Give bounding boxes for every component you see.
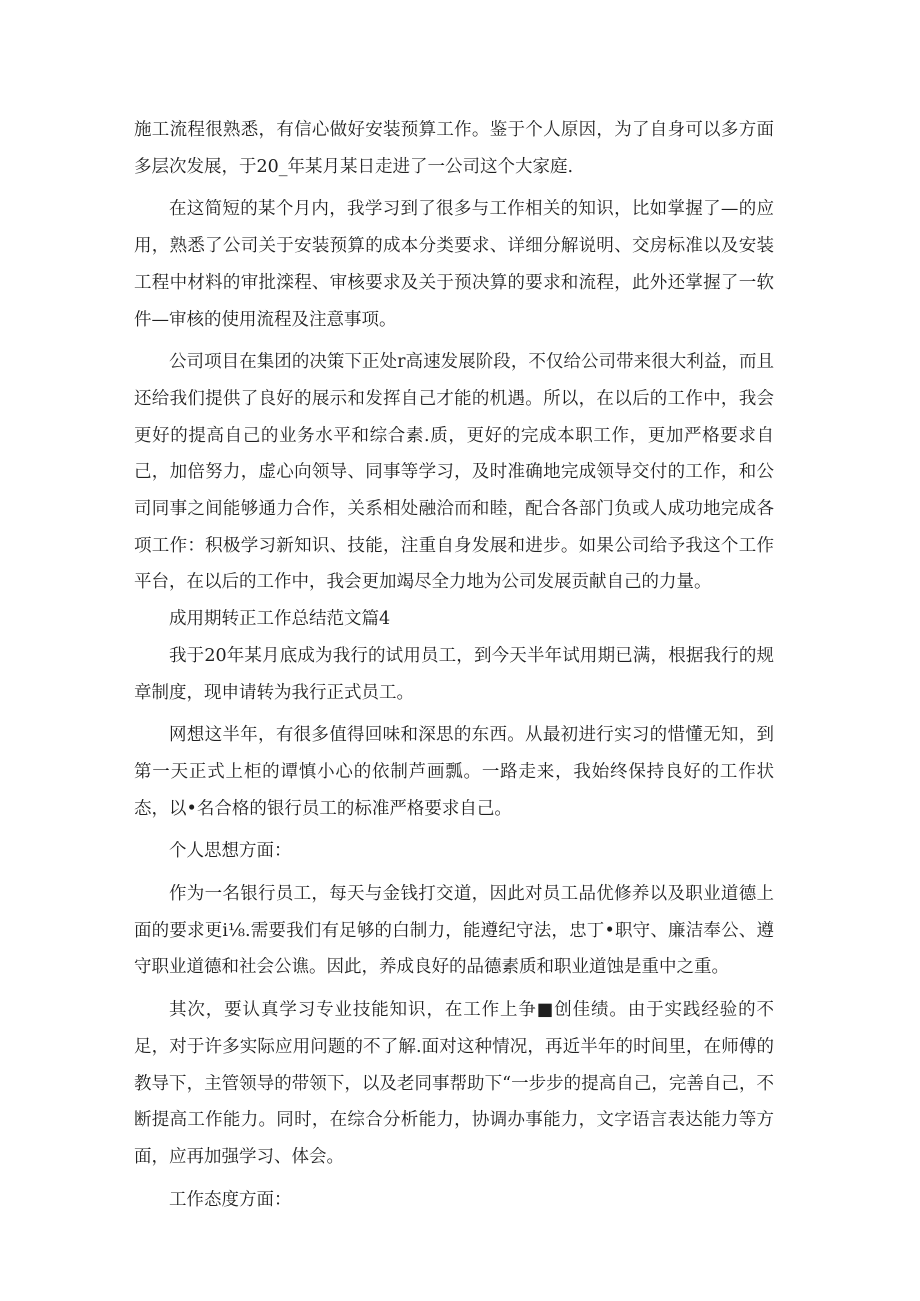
paragraph-bank-ethics: 作为一名银行员工，每天与金钱打交道，因此对员工品优修养以及职业道德上面的要求更i⅛.需要我们有足够的白制力，能遵纪守法，忠丁•职守、廉洁奉公、遵守职业道德和社会公谯。因此，养成良好的品德素质和职业道蚀是重中之重。: [134, 884, 774, 978]
paragraph-trial-intro: 我于20年某月底成为我行的试用员工，到今天半年试用期已满，根据我行的规章制度，现申请转为我行正式员工。: [134, 645, 774, 703]
paragraph-skills: 其次，要认真学习专业技能知识，在工作上争■创佳绩。由于实践经验的不足，对于许多实际应用问题的不了解.面对这种情况，再近半年的时间里，在师傅的教导下，主管领导的带领下，以及老同事帮助下“一步步的提高自己，完善自己，不断提高工作能力。同时，在综合分析能力，协调办事能力，文字语言表达能力等方面，应再加强学习、体会。: [134, 1000, 774, 1167]
paragraph-half-year-review: 网想这半年，有很多值得回味和深思的东西。从最初进行实习的惜懂无知，到第一天正式上柜的谭慎小心的依制芦画瓢。一路走来，我始终保持良好的工作状态，以•名合格的银行员工的标准严格要求自己。: [134, 725, 774, 819]
paragraph-knowledge: 在这简短的某个月内，我学习到了很多与工作相关的知识，比如掌握了—的应用，熟悉了公司关于安装预算的成本分类要求、详细分解说明、交房标准以及安装工程中材料的审批滦程、审核要求及关于预决算的要求和流程，此外还掌握了一软件—审核的使用流程及注意事项。: [134, 199, 774, 330]
subheading-personal-thought: 个人思想方面：: [169, 841, 292, 862]
paragraph-company-development: 公司项目在集团的决策下正处r高速发展阶段，不仅给公司带来很大利益，而且还给我们提供了良好的展示和发挥自己才能的机遇。所以，在以后的工作中，我会更好的提高自己的业务水平和综合素.质，更好的完成本职工作，更加严格要求自己，加倍努力，虚心向领导、同事等学习，及时准确地完成领导交付的工作，和公司同事之间能够通力合作，关系相处融洽而和睦，配合各部门负或人成功地完成各项工作：积极学习新知识、技能，注重自身发展和进步。如果公司给予我这个工作平台，在以后的工作中，我会更加竭尽全力地为公司发展贡献自己的力量。: [134, 352, 774, 593]
section-heading: 成用期转正工作总结范文篇4: [169, 609, 391, 630]
document-body: [134, 112, 774, 1218]
paragraph-continuation: 施工流程很熟悉，有信心做好安装预算工作。鉴于个人原因，为了自身可以多方面多层次发展，于20_年某月某日走进了一公司这个大家庭.: [134, 120, 774, 177]
subheading-work-attitude: 工作态度方面：: [169, 1189, 292, 1210]
